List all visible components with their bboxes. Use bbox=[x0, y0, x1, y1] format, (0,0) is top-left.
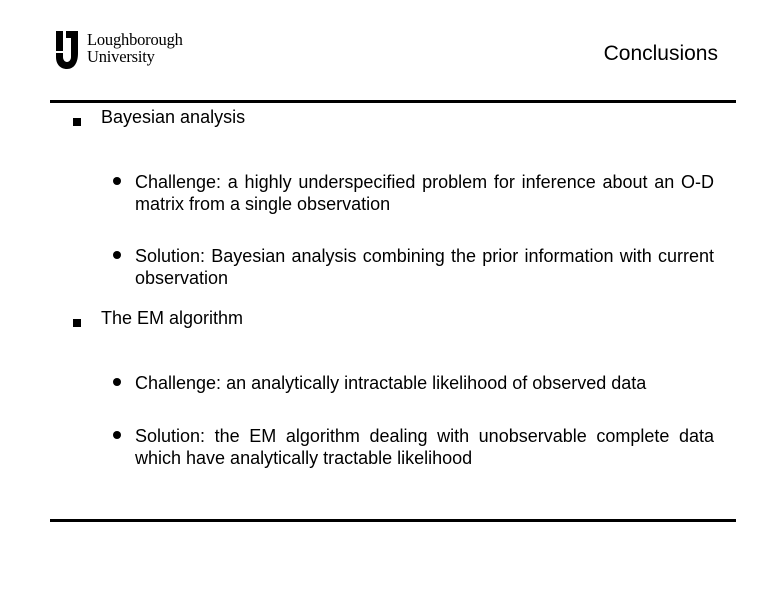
university-logo bbox=[56, 31, 183, 69]
section-em-algorithm bbox=[73, 308, 244, 328]
loughborough-logo-icon bbox=[56, 31, 78, 69]
slide-title: Conclusions bbox=[603, 42, 718, 65]
top-divider bbox=[50, 100, 736, 103]
round-bullet-icon bbox=[113, 177, 121, 185]
section-heading: The EM algorithm bbox=[101, 308, 244, 328]
logo-line-1: Loughborough bbox=[87, 30, 183, 49]
list-item bbox=[113, 425, 714, 469]
square-bullet-icon bbox=[73, 319, 81, 327]
logo-line-2: University bbox=[87, 47, 155, 66]
list-item-text: Challenge: a highly underspecified problem for inference about an O-D matrix from a single observation bbox=[135, 172, 714, 214]
list-item-text: Solution: Bayesian analysis combining the prior information with current observation bbox=[135, 246, 714, 288]
section-bayesian bbox=[73, 107, 246, 127]
round-bullet-icon bbox=[113, 378, 121, 386]
list-item bbox=[113, 245, 714, 289]
square-bullet-icon bbox=[73, 118, 81, 126]
section-heading: Bayesian analysis bbox=[101, 107, 246, 127]
list-item bbox=[113, 372, 714, 394]
bottom-divider bbox=[50, 519, 736, 522]
logo-text bbox=[87, 31, 183, 65]
round-bullet-icon bbox=[113, 431, 121, 439]
list-item bbox=[113, 171, 714, 215]
list-item-text: Challenge: an analytically intractable likelihood of observed data bbox=[135, 373, 647, 393]
round-bullet-icon bbox=[113, 251, 121, 259]
list-item-text: Solution: the EM algorithm dealing with unobservable complete data which have analytically tractable likelihood bbox=[135, 426, 714, 468]
